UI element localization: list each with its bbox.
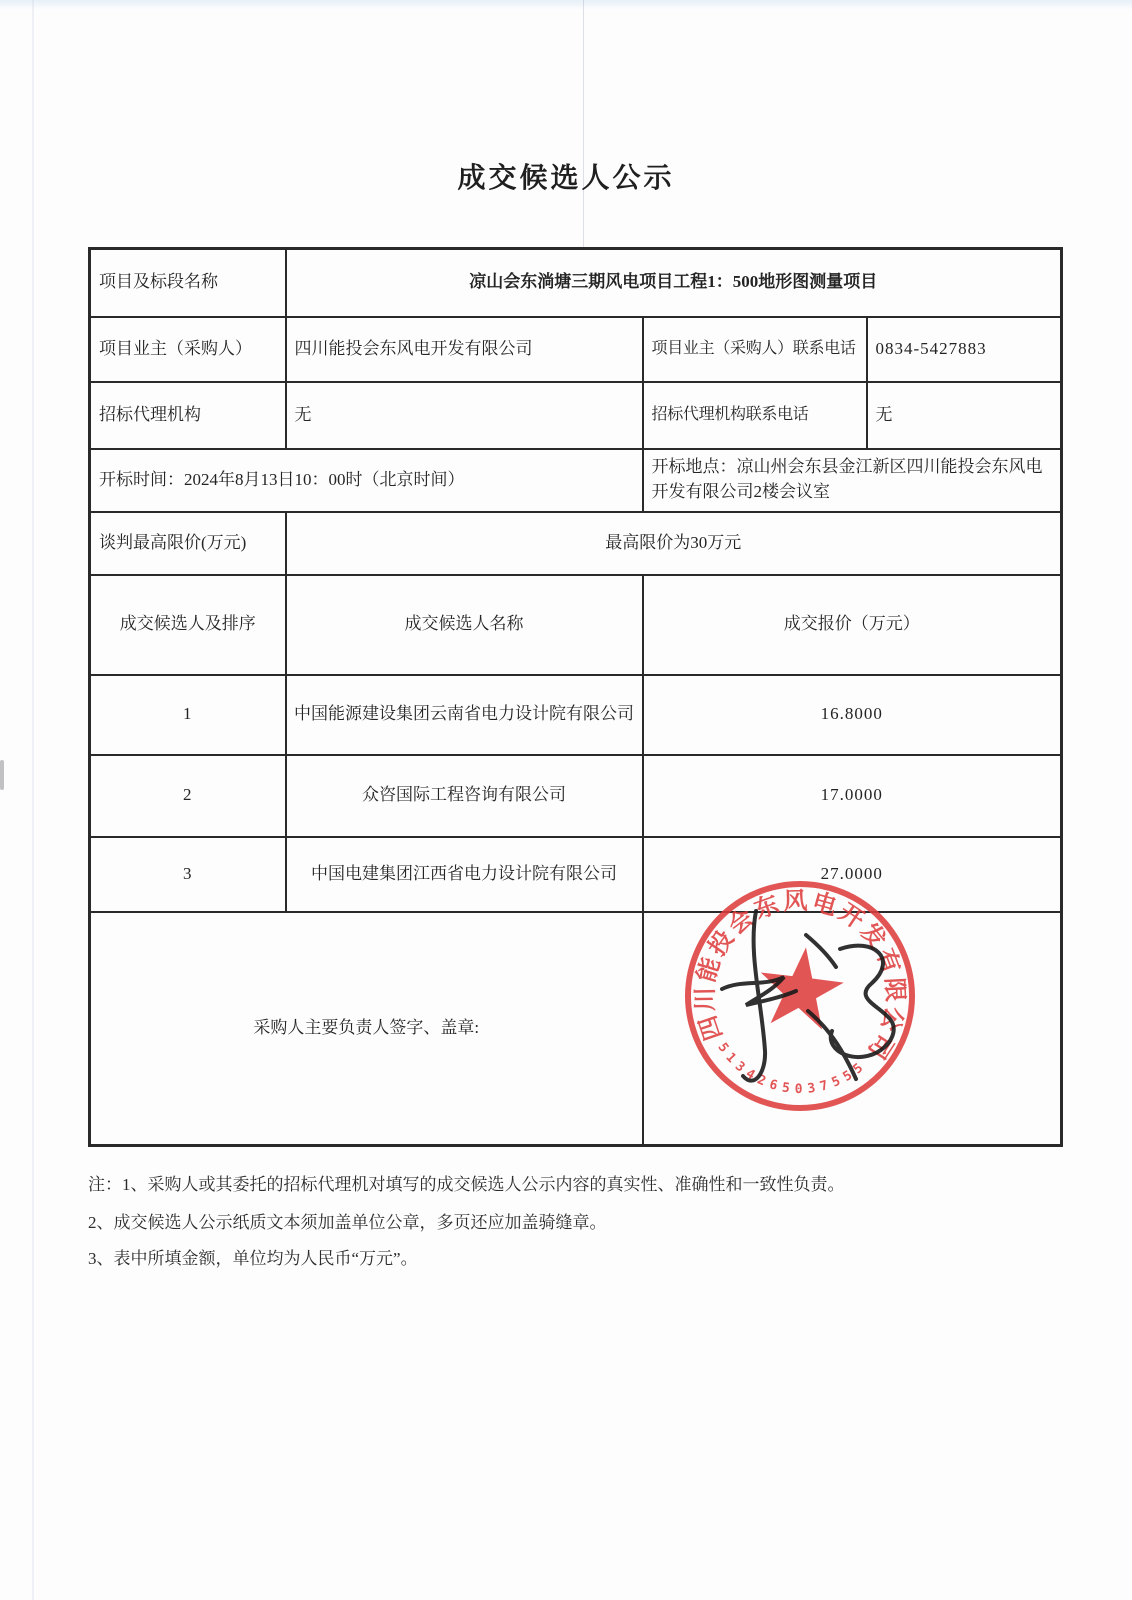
agency-label: 招标代理机构 [90, 382, 286, 449]
header-rank: 成交候选人及排序 [90, 575, 286, 675]
candidate-name: 中国电建集团江西省电力设计院有限公司 [286, 837, 643, 912]
signature-strokes [722, 911, 894, 1081]
row-agency [90, 382, 1062, 449]
candidate-name: 众咨国际工程咨询有限公司 [286, 755, 643, 837]
row-owner [90, 317, 1062, 382]
scan-artifact-fold-line [583, 0, 584, 250]
candidate-rank: 1 [90, 675, 286, 755]
header-price: 成交报价（万元） [643, 575, 1062, 675]
owner-label: 项目业主（采购人） [90, 317, 286, 382]
scan-artifact-edge-mark [0, 760, 4, 790]
candidate-rank: 3 [90, 837, 286, 912]
note-line: 3、表中所填金额，单位均为人民币“万元”。 [88, 1249, 418, 1268]
project-label: 项目及标段名称 [90, 249, 286, 317]
candidate-rank: 2 [90, 755, 286, 837]
signature-svg [688, 893, 944, 1113]
project-value: 凉山会东淌塘三期风电项目工程1：500地形图测量项目 [286, 249, 1062, 317]
signature-scribble [688, 893, 944, 1113]
bid-opening-place: 开标地点：凉山州会东县金江新区四川能投会东风电开发有限公司2楼会议室 [643, 449, 1062, 512]
price-limit-label: 谈判最高限价(万元) [90, 512, 286, 575]
candidate-price: 16.8000 [643, 675, 1062, 755]
candidate-name: 中国能源建设集团云南省电力设计院有限公司 [286, 675, 643, 755]
agency-phone-value: 无 [867, 382, 1062, 449]
row-price-limit [90, 512, 1062, 575]
document-title: 成交候选人公示 [457, 163, 675, 194]
candidate-price: 27.0000 [643, 837, 1062, 912]
seal-number-text: 5134265037555 [714, 1040, 871, 1098]
row-candidate-header [90, 575, 1062, 675]
candidate-row [90, 675, 1062, 755]
note-line: 2、成交候选人公示纸质文本须加盖单位公章，多页还应加盖骑缝章。 [88, 1213, 607, 1232]
note-line: 注：1、采购人或其委托的招标代理机对填写的成交候选人公示内容的真实性、准确性和一致性负责。 [88, 1175, 845, 1194]
row-project [90, 249, 1062, 317]
agency-phone-label: 招标代理机构联系电话 [643, 382, 867, 449]
seal-company-text: 四川能投会东风电开发有限公司 [692, 888, 908, 1066]
agency-value: 无 [286, 382, 643, 449]
row-bid-opening [90, 449, 1062, 512]
header-name: 成交候选人名称 [286, 575, 643, 675]
owner-value: 四川能投会东风电开发有限公司 [286, 317, 643, 382]
signature-label: 采购人主要负责人签字、盖章: [90, 912, 643, 1146]
bid-opening-time: 开标时间：2024年8月13日10：00时（北京时间） [90, 449, 643, 512]
scan-artifact-top [0, 0, 1132, 10]
owner-phone-value: 0834-5427883 [867, 317, 1062, 382]
candidate-price: 17.0000 [643, 755, 1062, 837]
price-limit-value: 最高限价为30万元 [286, 512, 1062, 575]
owner-phone-label: 项目业主（采购人）联系电话 [643, 317, 867, 382]
scan-artifact-line [32, 0, 34, 1600]
candidate-row [90, 755, 1062, 837]
